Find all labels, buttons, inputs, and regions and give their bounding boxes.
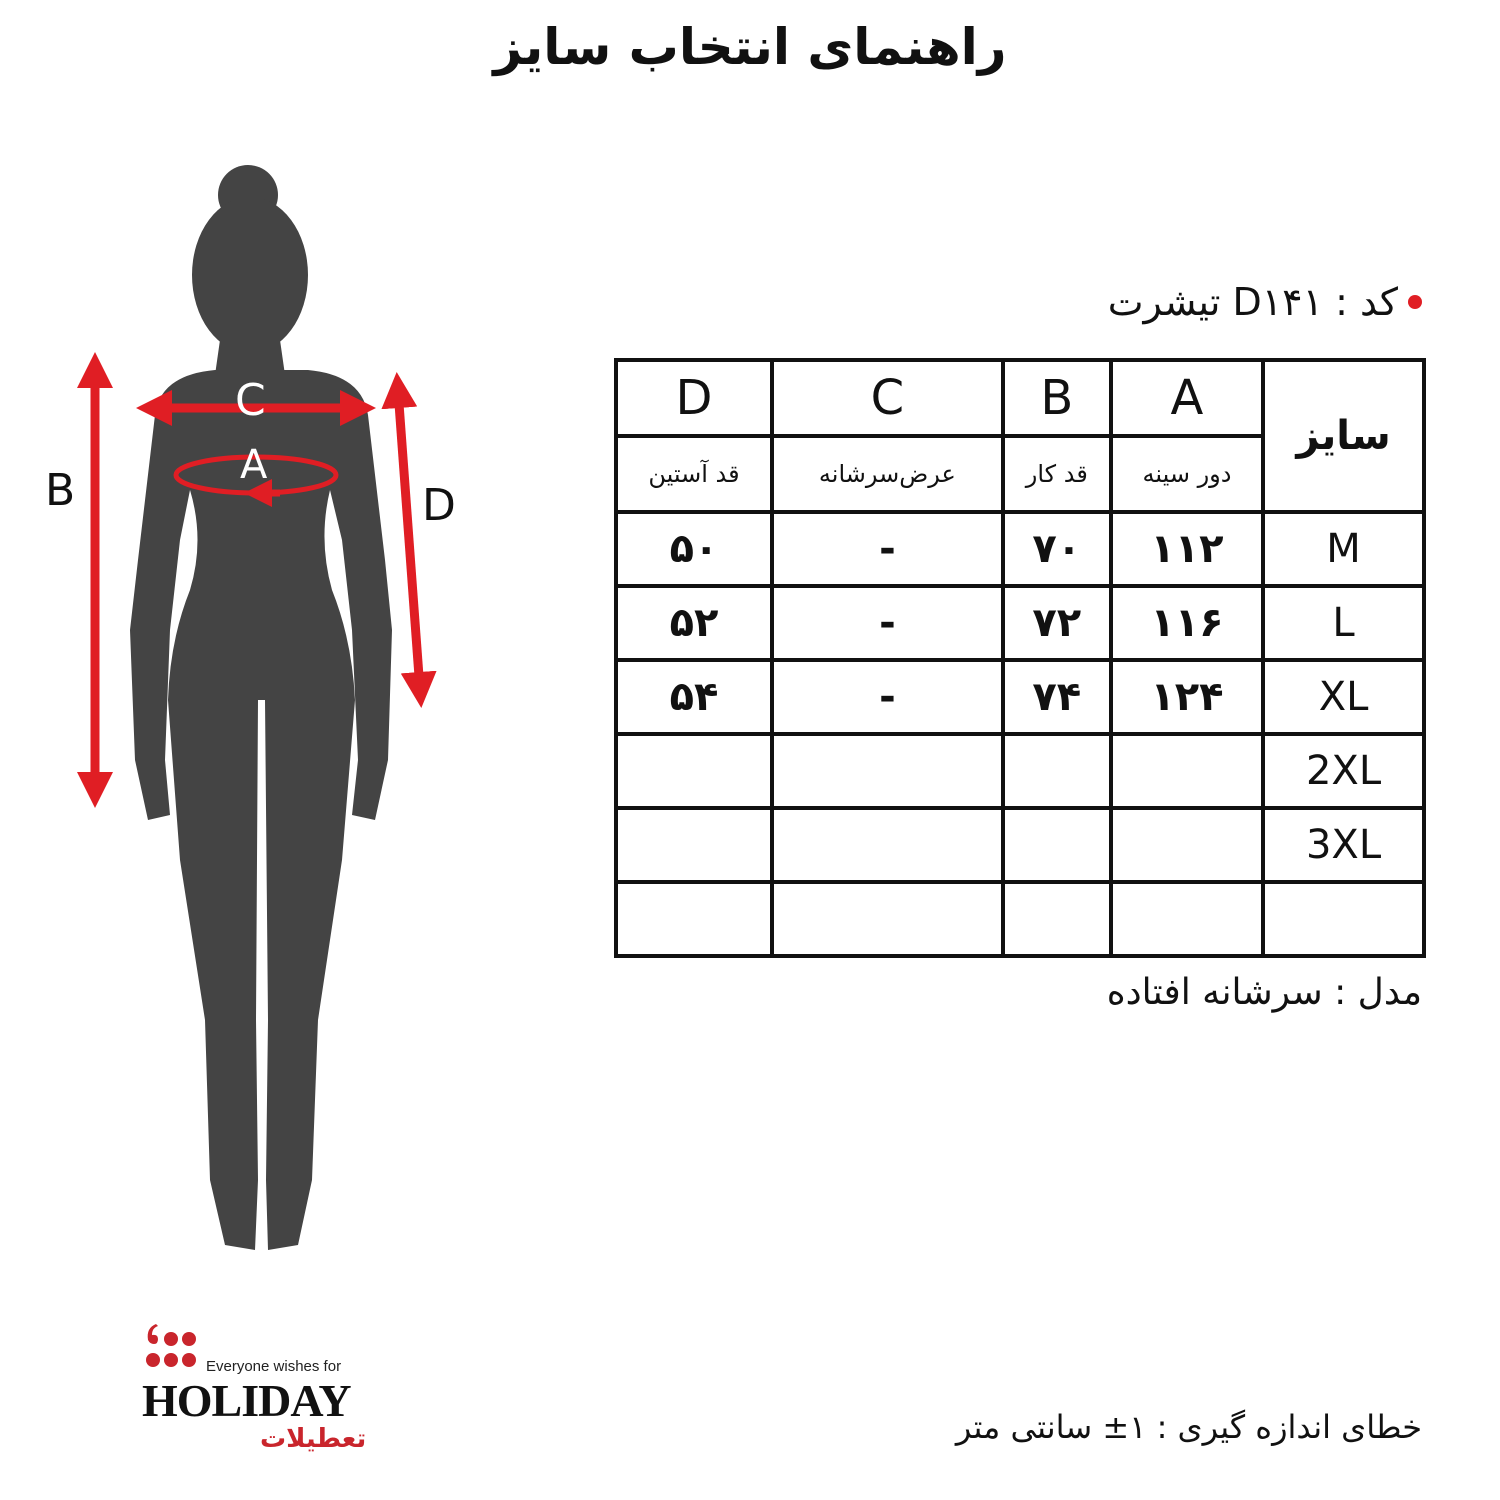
cell-value <box>1111 882 1263 956</box>
label-b: B <box>45 465 76 516</box>
row-size: M <box>1263 512 1424 586</box>
model-line: مدل : سرشانه افتاده <box>1106 972 1422 1013</box>
logo-brand-persian: تعطیلات <box>260 1424 367 1454</box>
table-row <box>616 808 1424 882</box>
label-a: A <box>240 442 268 488</box>
page-title: راهنمای انتخاب سایز <box>493 18 1007 76</box>
cell-value: ۷۴ <box>1003 660 1111 734</box>
table-header-letters <box>616 360 1424 436</box>
label-c: C <box>235 375 266 426</box>
body-silhouette <box>30 160 490 1270</box>
cell-value <box>772 882 1003 956</box>
row-size <box>1263 882 1424 956</box>
cell-value: ۱۲۴ <box>1111 660 1263 734</box>
column-name: دور سینه <box>1111 436 1263 512</box>
size-table <box>614 358 1426 958</box>
logo-tagline: Everyone wishes for <box>206 1358 342 1375</box>
column-name: عرض‌سرشانه <box>772 436 1003 512</box>
logo-brand: HOLIDAY <box>142 1375 351 1426</box>
measurement-error-note: خطای اندازه گیری : ۱± سانتی متر <box>955 1408 1422 1446</box>
column-name: قد کار <box>1003 436 1111 512</box>
row-size: 3XL <box>1263 808 1424 882</box>
cell-value: - <box>772 512 1003 586</box>
table-row <box>616 586 1424 660</box>
row-size: XL <box>1263 660 1424 734</box>
cell-value <box>772 808 1003 882</box>
cell-value <box>616 808 772 882</box>
column-name: قد آستین <box>616 436 772 512</box>
label-d: D <box>422 480 456 531</box>
row-size: 2XL <box>1263 734 1424 808</box>
brand-logo <box>140 1322 380 1462</box>
row-size: L <box>1263 586 1424 660</box>
column-letter: A <box>1111 360 1263 436</box>
column-letter: C <box>772 360 1003 436</box>
silhouette-shape <box>130 165 392 1250</box>
cell-value: - <box>772 660 1003 734</box>
cell-value <box>1003 808 1111 882</box>
cell-value: - <box>772 586 1003 660</box>
bullet-dot <box>1408 295 1422 309</box>
table-row <box>616 882 1424 956</box>
body-figure <box>30 160 490 1270</box>
column-letter: D <box>616 360 772 436</box>
column-letter: B <box>1003 360 1111 436</box>
table-row <box>616 512 1424 586</box>
size-header: سایز <box>1263 360 1424 512</box>
product-code-text: کد : D۱۴۱ تیشرت <box>1107 280 1398 324</box>
cell-value <box>616 734 772 808</box>
table-row <box>616 734 1424 808</box>
product-code <box>1108 280 1422 324</box>
cell-value: ۵۴ <box>616 660 772 734</box>
cell-value: ۵۲ <box>616 586 772 660</box>
cell-value <box>1111 808 1263 882</box>
cell-value <box>1003 734 1111 808</box>
cell-value <box>772 734 1003 808</box>
cell-value: ۵۰ <box>616 512 772 586</box>
table-row <box>616 660 1424 734</box>
cell-value: ۷۰ <box>1003 512 1111 586</box>
cell-value <box>1111 734 1263 808</box>
cell-value <box>616 882 772 956</box>
logo-dots-icon <box>142 1322 204 1378</box>
cell-value <box>1003 882 1111 956</box>
cell-value: ۱۱۶ <box>1111 586 1263 660</box>
cell-value: ۷۲ <box>1003 586 1111 660</box>
cell-value: ۱۱۲ <box>1111 512 1263 586</box>
